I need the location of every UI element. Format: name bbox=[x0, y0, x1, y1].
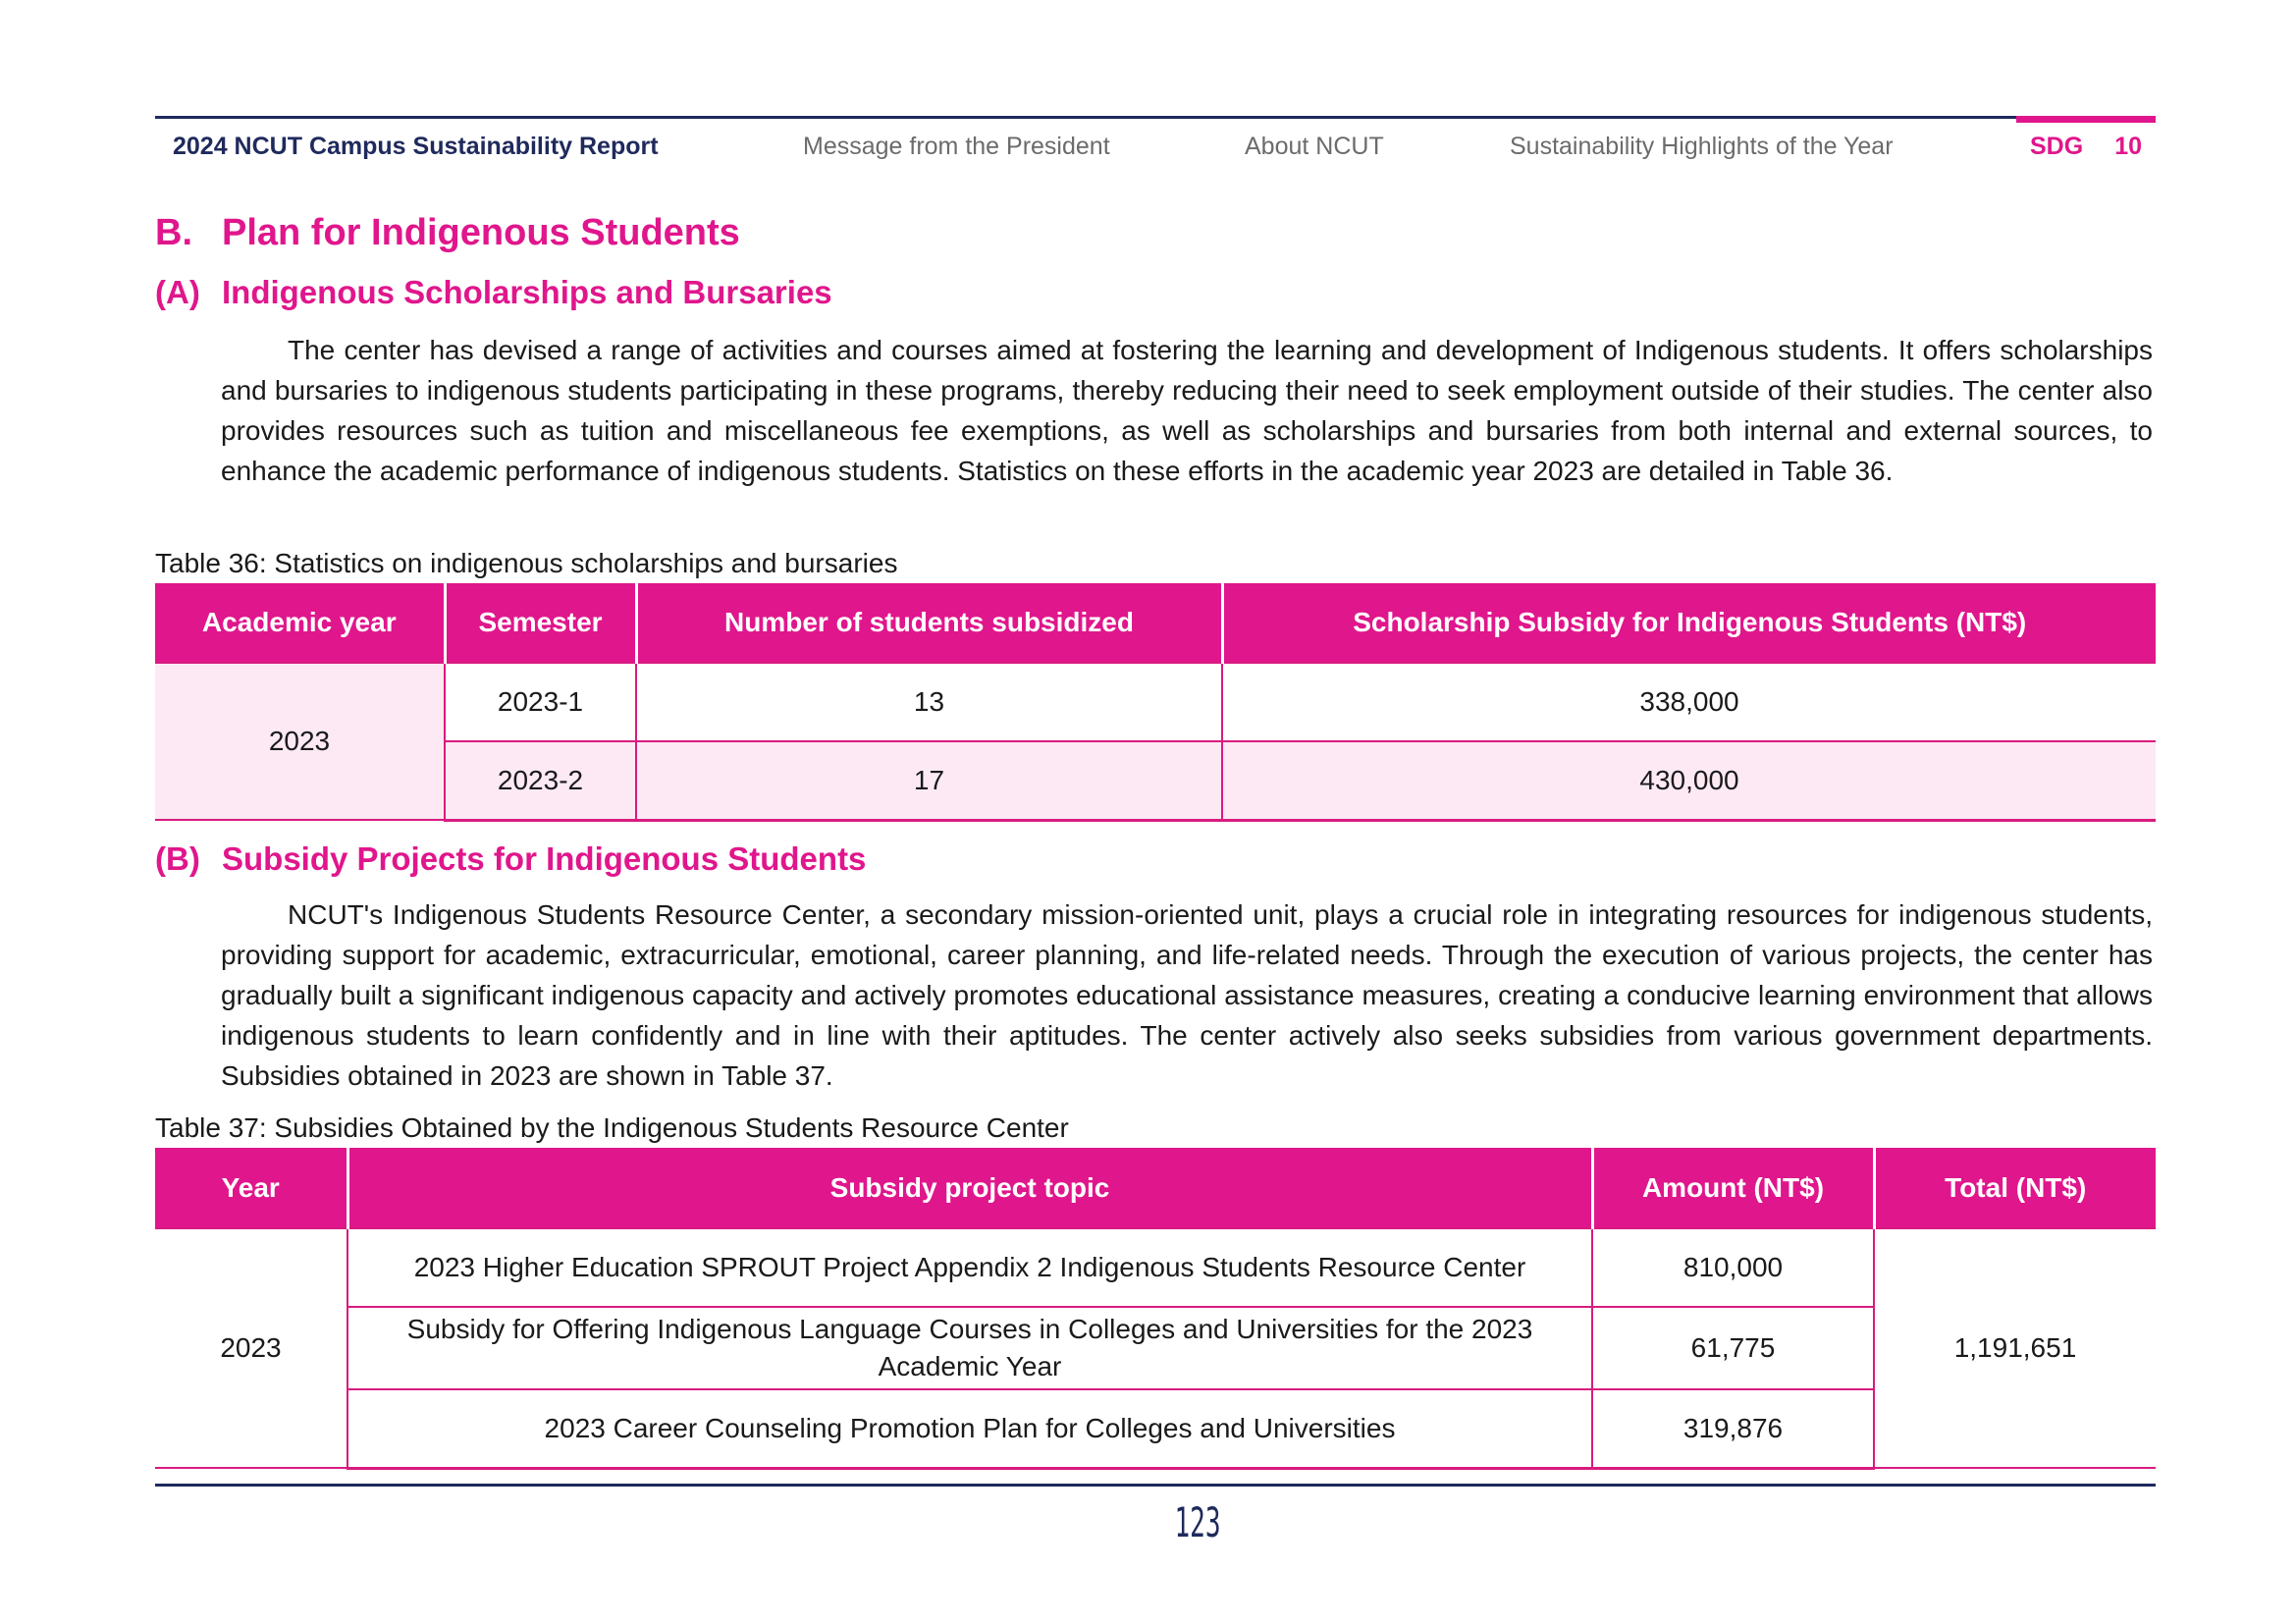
table37-topic-cell: 2023 Career Counseling Promotion Plan for Colleges and Universities bbox=[347, 1389, 1592, 1468]
subsection-a-label: (A) bbox=[155, 274, 200, 310]
table-row bbox=[155, 663, 2156, 741]
page-number: 123 bbox=[1174, 1498, 1221, 1546]
sdg-number: 10 bbox=[2114, 133, 2142, 160]
table36-header-students: Number of students subsidized bbox=[636, 583, 1222, 663]
subsection-a-paragraph: The center has devised a range of activities and courses aimed at fostering the learning and development of Indigenous students. It offers scholarships and bursaries to indigenous students participating in these programs, thereby reducing their need to seek employment outside of their studies. The center also provides resources such as tuition and miscellaneous fee exemptions, as well as scholarships and bursaries from both internal and external sources, to enhance the academic performance of indigenous students. Statistics on these efforts in the academic year 2023 are detailed in Table 36. bbox=[221, 335, 2153, 486]
sdg-label: SDG bbox=[2030, 133, 2084, 160]
table37-header-total: Total (NT$) bbox=[1874, 1148, 2156, 1228]
table37-header-topic: Subsidy project topic bbox=[347, 1148, 1592, 1228]
subsection-a-heading bbox=[155, 271, 832, 314]
table37-header-row bbox=[155, 1148, 2156, 1228]
nav-link-sustainability-highlights[interactable]: Sustainability Highlights of the Year bbox=[1510, 133, 1894, 160]
nav-link-message-from-president[interactable]: Message from the President bbox=[803, 133, 1110, 160]
table36-semester-cell: 2023-2 bbox=[445, 741, 636, 820]
table37-year-cell: 2023 bbox=[155, 1228, 347, 1468]
table37-caption: Table 37: Subsidies Obtained by the Indigenous Students Resource Center bbox=[155, 1112, 1069, 1143]
table37-amount-cell: 319,876 bbox=[1592, 1389, 1874, 1468]
subsection-b-paragraph: NCUT's Indigenous Students Resource Center, a secondary mission-oriented unit, plays a crucial role in integrating resources for indigenous students, providing support for academic, extracurricular, emotional, career planning, and life-related needs. Through the execution of various projects, the center has gradually built a significant indigenous capacity and actively promotes educational assistance measures, creating a conducive learning environment that allows indigenous students to learn confidently and in line with their aptitudes. The center actively also seeks subsidies from various government departments. Subsidies obtained in 2023 are shown in Table 37. bbox=[221, 899, 2153, 1091]
table-row bbox=[155, 1228, 2156, 1307]
sdg-indicator[interactable] bbox=[2030, 130, 2142, 163]
subsection-b-heading bbox=[155, 838, 866, 881]
header-accent-bar bbox=[2016, 116, 2156, 123]
table37-amount-cell: 810,000 bbox=[1592, 1228, 1874, 1307]
report-title: 2024 NCUT Campus Sustainability Report bbox=[173, 133, 659, 160]
table36-header-subsidy: Scholarship Subsidy for Indigenous Students (NT$) bbox=[1222, 583, 2156, 663]
subsection-a-title: Indigenous Scholarships and Bursaries bbox=[222, 274, 832, 310]
table37-amount-cell: 61,775 bbox=[1592, 1307, 1874, 1389]
header-rule bbox=[155, 116, 2016, 119]
table-row bbox=[155, 741, 2156, 820]
subsection-b-label: (B) bbox=[155, 840, 200, 877]
table36-year-cell: 2023 bbox=[155, 663, 445, 820]
table36-header-row bbox=[155, 583, 2156, 663]
table36-header-semester: Semester bbox=[445, 583, 636, 663]
table36-semester-cell: 2023-1 bbox=[445, 663, 636, 741]
section-label: B. bbox=[155, 212, 192, 253]
table-row bbox=[155, 1389, 2156, 1468]
table37-header-year: Year bbox=[155, 1148, 347, 1228]
table37 bbox=[155, 1148, 2156, 1470]
table36-students-cell: 13 bbox=[636, 663, 1222, 741]
table36-subsidy-cell: 430,000 bbox=[1222, 741, 2156, 820]
table36-students-cell: 17 bbox=[636, 741, 1222, 820]
section-heading bbox=[155, 208, 740, 257]
footer-rule bbox=[155, 1484, 2156, 1487]
table37-topic-cell: Subsidy for Offering Indigenous Language Courses in Colleges and Universities for the 2023 Academic Year bbox=[347, 1307, 1592, 1389]
table36-header-academic-year: Academic year bbox=[155, 583, 445, 663]
section-title: Plan for Indigenous Students bbox=[222, 212, 740, 253]
nav-link-about-ncut[interactable]: About NCUT bbox=[1245, 133, 1384, 160]
table37-topic-cell: 2023 Higher Education SPROUT Project Appendix 2 Indigenous Students Resource Center bbox=[347, 1228, 1592, 1307]
table36-subsidy-cell: 338,000 bbox=[1222, 663, 2156, 741]
subsection-b-title: Subsidy Projects for Indigenous Students bbox=[222, 840, 867, 877]
table36-caption: Table 36: Statistics on indigenous scholarships and bursaries bbox=[155, 548, 898, 578]
table37-header-amount: Amount (NT$) bbox=[1592, 1148, 1874, 1228]
table-row bbox=[155, 1307, 2156, 1389]
table36 bbox=[155, 583, 2156, 822]
table37-total-cell: 1,191,651 bbox=[1874, 1228, 2156, 1468]
